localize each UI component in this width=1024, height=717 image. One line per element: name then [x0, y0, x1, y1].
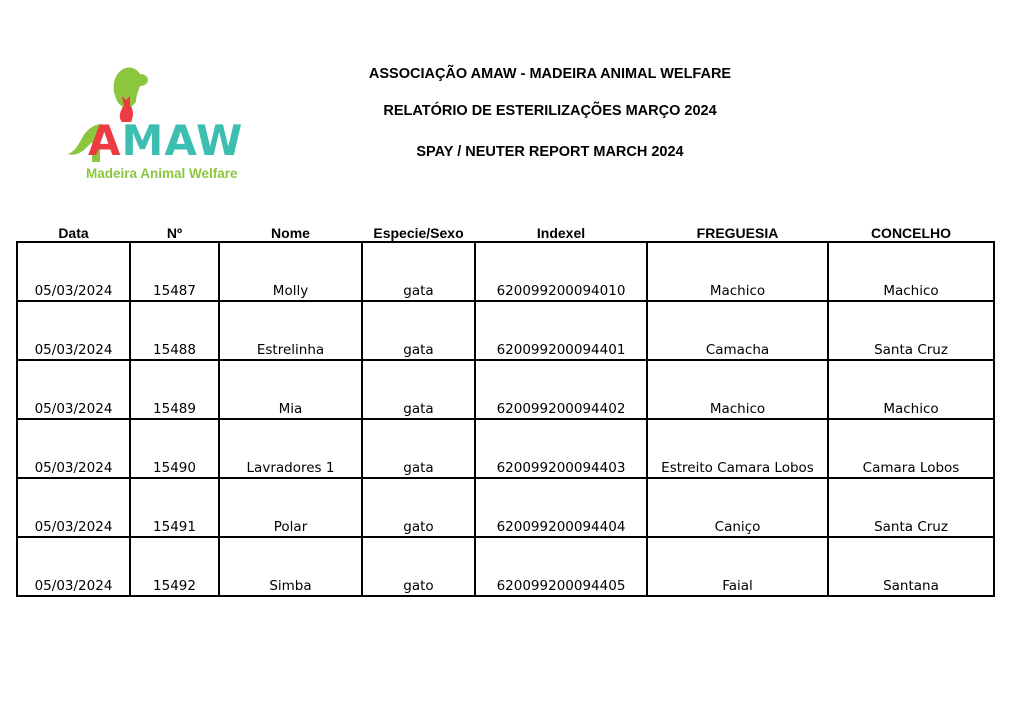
cell-data: 05/03/2024 [17, 478, 130, 537]
cell-number: 15490 [130, 419, 219, 478]
column-header-especie-sexo: Especie/Sexo [373, 225, 464, 241]
cell-especie-sexo: gato [362, 478, 475, 537]
cell-freguesia: Caniço [647, 478, 828, 537]
cell-indexel: 620099200094401 [475, 301, 647, 360]
cell-data: 05/03/2024 [17, 301, 130, 360]
cell-freguesia: Faial [647, 537, 828, 596]
column-header-concelho: CONCELHO [870, 225, 952, 241]
logo-subtitle: Madeira Animal Welfare [86, 166, 238, 181]
association-title: ASSOCIAÇÃO AMAW - MADEIRA ANIMAL WELFARE [368, 66, 732, 82]
column-header-number: Nº [166, 225, 183, 241]
table-row [17, 537, 994, 596]
cell-indexel: 620099200094405 [475, 537, 647, 596]
table-header-row [17, 221, 994, 242]
cell-number: 15487 [130, 242, 219, 301]
cell-number: 15491 [130, 478, 219, 537]
amaw-logo [62, 62, 242, 186]
cell-nome: Polar [219, 478, 362, 537]
column-header-freguesia: FREGUESIA [696, 225, 779, 241]
table-row [17, 360, 994, 419]
cell-freguesia: Estreito Camara Lobos [647, 419, 828, 478]
cell-indexel: 620099200094402 [475, 360, 647, 419]
cell-especie-sexo: gata [362, 360, 475, 419]
cell-nome: Mia [219, 360, 362, 419]
cell-concelho: Machico [828, 242, 994, 301]
cell-especie-sexo: gata [362, 301, 475, 360]
cell-nome: Estrelinha [219, 301, 362, 360]
cell-indexel: 620099200094010 [475, 242, 647, 301]
cell-freguesia: Machico [647, 360, 828, 419]
cell-data: 05/03/2024 [17, 419, 130, 478]
cell-nome: Simba [219, 537, 362, 596]
cell-number: 15489 [130, 360, 219, 419]
cell-especie-sexo: gato [362, 537, 475, 596]
cell-data: 05/03/2024 [17, 242, 130, 301]
cell-data: 05/03/2024 [17, 360, 130, 419]
table-row [17, 419, 994, 478]
column-header-data: Data [58, 225, 89, 241]
cell-number: 15492 [130, 537, 219, 596]
logo-wordmark [88, 118, 243, 164]
sterilization-table [16, 221, 995, 597]
cell-concelho: Santa Cruz [828, 478, 994, 537]
cell-especie-sexo: gata [362, 242, 475, 301]
table-row [17, 242, 994, 301]
cell-data: 05/03/2024 [17, 537, 130, 596]
cell-concelho: Santa Cruz [828, 301, 994, 360]
logo-letter-a: A [88, 116, 122, 165]
cell-freguesia: Machico [647, 242, 828, 301]
report-title-en: SPAY / NEUTER REPORT MARCH 2024 [416, 144, 684, 160]
cell-especie-sexo: gata [362, 419, 475, 478]
logo-letter-w: W [195, 116, 244, 165]
cell-indexel: 620099200094403 [475, 419, 647, 478]
cell-concelho: Santana [828, 537, 994, 596]
table-row [17, 301, 994, 360]
cell-nome: Molly [219, 242, 362, 301]
cell-freguesia: Camacha [647, 301, 828, 360]
column-header-indexel: Indexel [536, 225, 586, 241]
cell-concelho: Machico [828, 360, 994, 419]
cell-nome: Lavradores 1 [219, 419, 362, 478]
logo-letter-m: M [121, 116, 165, 165]
cell-number: 15488 [130, 301, 219, 360]
table-row [17, 478, 994, 537]
cell-concelho: Camara Lobos [828, 419, 994, 478]
report-title-pt: RELATÓRIO DE ESTERILIZAÇÕES MARÇO 2024 [383, 103, 717, 119]
logo-letter-a-second: A [164, 116, 196, 165]
column-header-nome: Nome [271, 225, 310, 241]
cell-indexel: 620099200094404 [475, 478, 647, 537]
